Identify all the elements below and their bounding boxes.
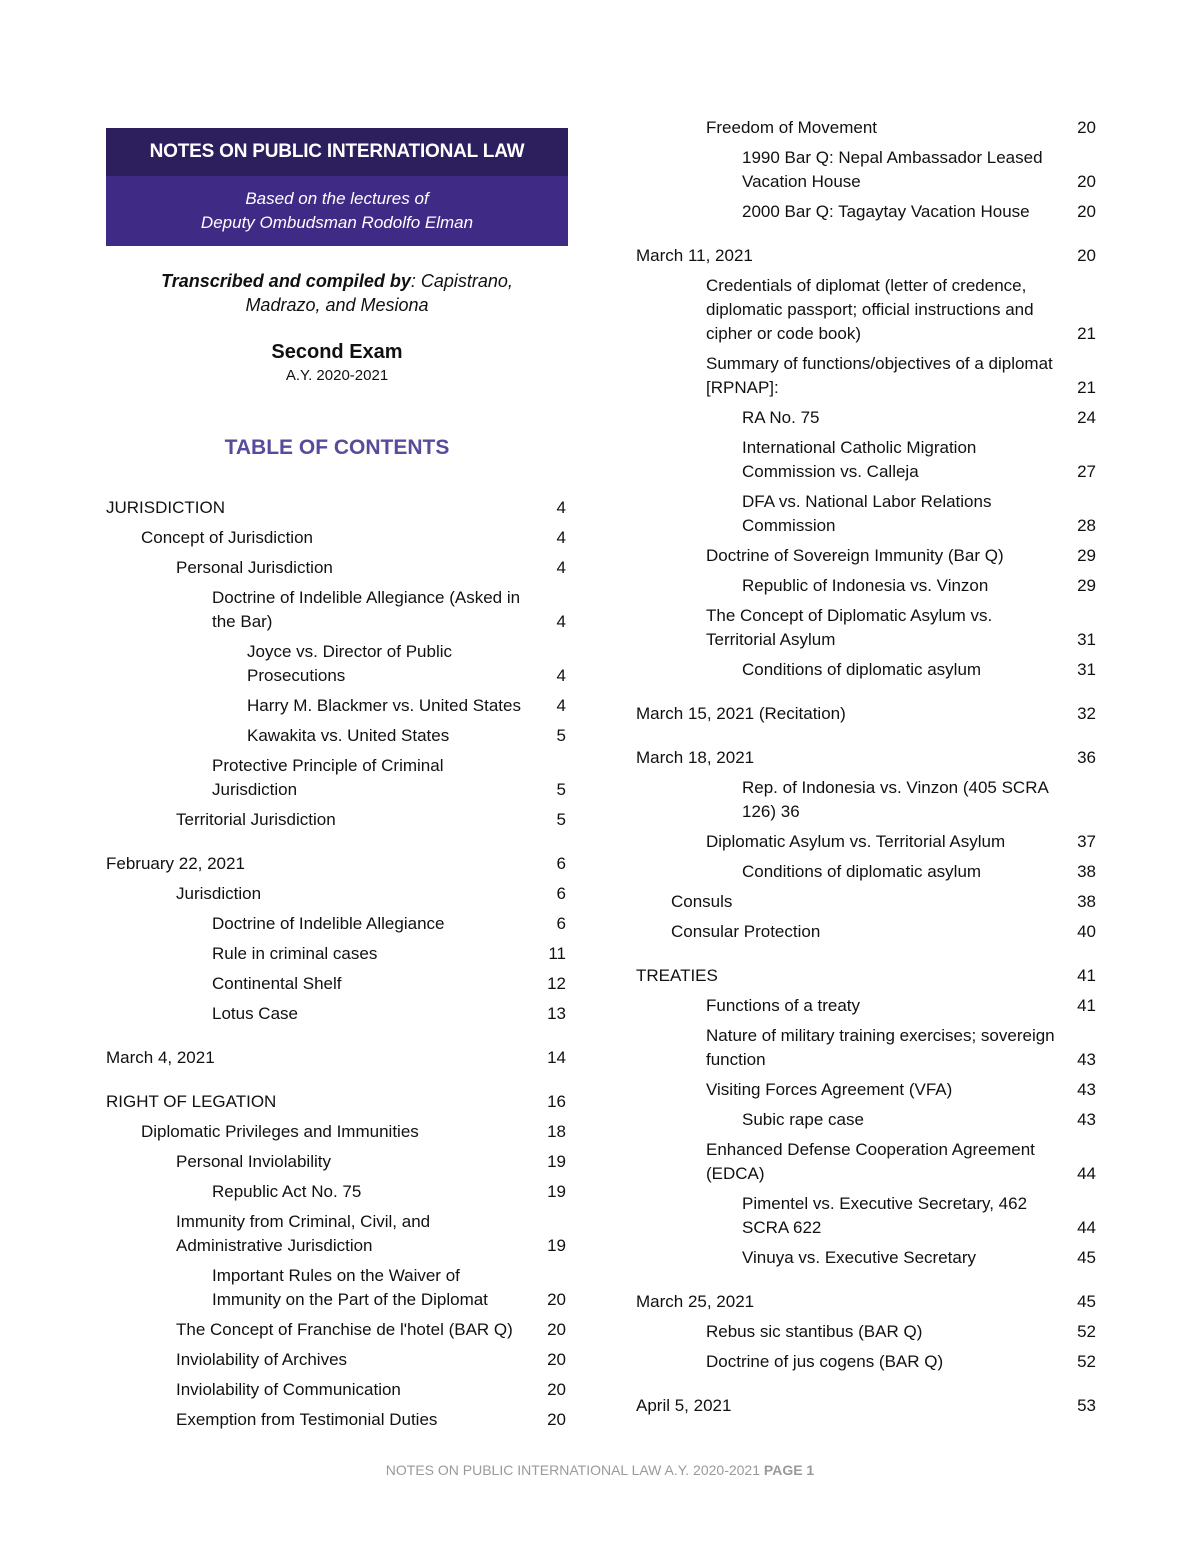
- toc-entry[interactable]: [636, 349, 1096, 403]
- toc-entry[interactable]: [106, 751, 566, 805]
- toc-entry-title: March 18, 2021: [636, 748, 755, 767]
- toc-entry-page: 18: [547, 1122, 566, 1141]
- toc-entry-title: Doctrine of Indelible Allegiance: [212, 914, 445, 933]
- toc-entry-page: 11: [548, 944, 566, 963]
- toc-entry[interactable]: [106, 493, 566, 523]
- toc-entry-page: 37: [1077, 832, 1096, 851]
- toc-entry-page: 5: [556, 780, 566, 799]
- toc-entry-title: DFA vs. National Labor Relations Commission: [742, 492, 992, 535]
- toc-entry-title: Pimentel vs. Executive Secretary, 462 SCRA 622: [742, 1194, 1028, 1237]
- toc-entry[interactable]: [636, 541, 1096, 571]
- toc-entry-page: 43: [1077, 1110, 1096, 1129]
- subtitle-line-1: Based on the lectures of: [245, 189, 429, 208]
- toc-entry-title: Doctrine of jus cogens (BAR Q): [706, 1352, 944, 1371]
- toc-entry[interactable]: [106, 1345, 566, 1375]
- toc-entry-page: 4: [556, 498, 566, 517]
- toc-entry[interactable]: [636, 1075, 1096, 1105]
- toc-entry[interactable]: [636, 827, 1096, 857]
- toc-entry-page: 44: [1077, 1164, 1096, 1183]
- toc-entry-title: RA No. 75: [742, 408, 820, 427]
- toc-entry[interactable]: [636, 699, 1096, 729]
- toc-entry-title: The Concept of Franchise de l'hotel (BAR Q): [176, 1320, 513, 1339]
- toc-entry[interactable]: [106, 1375, 566, 1405]
- toc-entry-title: Subic rape case: [742, 1110, 864, 1129]
- toc-entry[interactable]: [106, 523, 566, 553]
- toc-entry-page: 41: [1077, 996, 1096, 1015]
- toc-entry-title: Rule in criminal cases: [212, 944, 378, 963]
- toc-entry[interactable]: [106, 879, 566, 909]
- toc-entry-title: Visiting Forces Agreement (VFA): [706, 1080, 953, 1099]
- toc-entry-page: 20: [547, 1410, 566, 1429]
- toc-entry-title: Conditions of diplomatic asylum: [742, 660, 982, 679]
- toc-entry[interactable]: [106, 637, 566, 691]
- toc-entry[interactable]: [636, 857, 1096, 887]
- toc-entry-title: Inviolability of Archives: [176, 1350, 348, 1369]
- toc-entry[interactable]: [636, 743, 1096, 773]
- toc-entry-title: Diplomatic Asylum vs. Territorial Asylum: [706, 832, 1006, 851]
- footer-page-number: PAGE 1: [763, 1462, 815, 1478]
- toc-entry-page: 24: [1077, 408, 1096, 427]
- toc-entry-title: Lotus Case: [212, 1004, 298, 1023]
- toc-entry-title: 2000 Bar Q: Tagaytay Vacation House: [742, 202, 1030, 221]
- toc-entry[interactable]: [106, 1261, 566, 1315]
- toc-entry-page: 19: [547, 1236, 566, 1255]
- toc-entry-title: Republic Act No. 75: [212, 1182, 362, 1201]
- toc-entry[interactable]: [636, 655, 1096, 685]
- toc-entry[interactable]: [636, 571, 1096, 601]
- toc-left-column: [106, 493, 566, 1435]
- toc-entry-page: 14: [547, 1048, 566, 1067]
- toc-entry[interactable]: [636, 1021, 1096, 1075]
- toc-entry-title: Concept of Jurisdiction: [141, 528, 313, 547]
- exam-info: [106, 339, 568, 387]
- academic-year: A.Y. 2020-2021: [285, 367, 389, 384]
- subtitle-line-2: Deputy Ombudsman Rodolfo Elman: [200, 213, 474, 232]
- toc-entry-title: Personal Jurisdiction: [176, 558, 333, 577]
- toc-entry-page: 19: [547, 1182, 566, 1201]
- page-footer: [0, 1462, 1200, 1478]
- toc-entry-title: Doctrine of Sovereign Immunity (Bar Q): [706, 546, 1004, 565]
- toc-entry[interactable]: [636, 917, 1096, 947]
- credits-lead: Transcribed and compiled by: [161, 271, 411, 291]
- toc-entry-page: 20: [1077, 202, 1096, 221]
- toc-entry[interactable]: [636, 1135, 1096, 1189]
- toc-entry-title: Personal Inviolability: [176, 1152, 331, 1171]
- toc-entry-title: March 4, 2021: [106, 1048, 215, 1067]
- toc-entry-page: 44: [1077, 1218, 1096, 1237]
- toc-entry[interactable]: [106, 1177, 566, 1207]
- toc-entry-page: 21: [1077, 378, 1096, 397]
- toc-entry[interactable]: [636, 487, 1096, 541]
- toc-entry-page: 28: [1077, 516, 1096, 535]
- lecture-subtitle: [106, 176, 568, 246]
- credits: [106, 269, 568, 317]
- toc-entry-page: 20: [547, 1380, 566, 1399]
- toc-entry-page: 20: [547, 1350, 566, 1369]
- toc-entry[interactable]: [636, 403, 1096, 433]
- toc-entry-title: The Concept of Diplomatic Asylum vs. Territorial Asylum: [706, 606, 993, 649]
- toc-entry-page: 12: [547, 974, 566, 993]
- toc-entry-page: 4: [556, 528, 566, 547]
- toc-entry-page: 19: [547, 1152, 566, 1171]
- toc-entry[interactable]: [636, 433, 1096, 487]
- toc-entry-page: 36: [1077, 748, 1096, 767]
- toc-entry-title: Protective Principle of Criminal Jurisdiction: [212, 756, 444, 799]
- toc-entry-page: 20: [1077, 246, 1096, 265]
- toc-entry[interactable]: [636, 197, 1096, 227]
- toc-entry-title: Continental Shelf: [212, 974, 342, 993]
- toc-entry-title: February 22, 2021: [106, 854, 245, 873]
- toc-entry-page: 32: [1077, 704, 1096, 723]
- toc-entry-title: Freedom of Movement: [706, 118, 878, 137]
- toc-entry-title: Enhanced Defense Cooperation Agreement (EDCA): [706, 1140, 1035, 1183]
- toc-entry[interactable]: [106, 909, 566, 939]
- toc-entry[interactable]: [106, 1117, 566, 1147]
- toc-entry-title: Rebus sic stantibus (BAR Q): [706, 1322, 923, 1341]
- toc-entry-title: JURISDICTION: [106, 498, 225, 517]
- toc-entry-title: Consular Protection: [671, 922, 821, 941]
- credits-names-2: Madrazo, and Mesiona: [245, 295, 429, 315]
- toc-entry-page: 13: [547, 1004, 566, 1023]
- toc-entry-title: Jurisdiction: [176, 884, 262, 903]
- toc-entry-page: 20: [1077, 172, 1096, 191]
- credits-names-1: : Capistrano,: [410, 271, 513, 291]
- toc-entry[interactable]: [636, 1105, 1096, 1135]
- toc-entry-page: 4: [556, 666, 566, 685]
- toc-entry-page: 52: [1077, 1322, 1096, 1341]
- toc-entry-title: 1990 Bar Q: Nepal Ambassador Leased Vacation House: [742, 148, 1043, 191]
- toc-entry[interactable]: [106, 721, 566, 751]
- toc-entry-page: 4: [556, 696, 566, 715]
- toc-entry-title: Territorial Jurisdiction: [176, 810, 336, 829]
- toc-entry-title: Conditions of diplomatic asylum: [742, 862, 982, 881]
- toc-heading: TABLE OF CONTENTS: [224, 436, 450, 459]
- toc-entry-title: Rep. of Indonesia vs. Vinzon (405 SCRA 126) 36: [742, 778, 1048, 821]
- toc-entry[interactable]: [636, 1391, 1096, 1421]
- toc-entry-page: 4: [556, 612, 566, 631]
- toc-entry-page: 31: [1077, 660, 1096, 679]
- toc-entry-title: Consuls: [671, 892, 733, 911]
- toc-entry[interactable]: [106, 849, 566, 879]
- toc-entry-page: 38: [1077, 892, 1096, 911]
- toc-entry-title: Credentials of diplomat (letter of credence, diplomatic passport; official instructions and cipher or code book): [706, 276, 1034, 343]
- toc-entry-page: 16: [547, 1092, 566, 1111]
- toc-entry-page: 20: [547, 1320, 566, 1339]
- toc-entry[interactable]: [636, 113, 1096, 143]
- toc-entry[interactable]: [636, 1189, 1096, 1243]
- toc-entry[interactable]: [636, 143, 1096, 197]
- toc-entry[interactable]: [106, 1147, 566, 1177]
- toc-entry[interactable]: [106, 1087, 566, 1117]
- toc-entry-page: 21: [1077, 324, 1096, 343]
- toc-entry[interactable]: [106, 969, 566, 999]
- toc-entry[interactable]: [106, 1315, 566, 1345]
- toc-entry-page: 40: [1077, 922, 1096, 941]
- toc-entry-title: RIGHT OF LEGATION: [106, 1092, 277, 1111]
- toc-entry-title: Important Rules on the Waiver of Immunity on the Part of the Diplomat: [212, 1266, 488, 1309]
- toc-entry[interactable]: [636, 271, 1096, 349]
- toc-entry[interactable]: [636, 1347, 1096, 1377]
- toc-entry-page: 45: [1077, 1248, 1096, 1267]
- toc-entry[interactable]: [636, 1287, 1096, 1317]
- toc-entry-title: Diplomatic Privileges and Immunities: [141, 1122, 419, 1141]
- toc-entry-page: 5: [556, 726, 566, 745]
- toc-entry[interactable]: [106, 553, 566, 583]
- toc-entry-title: Doctrine of Indelible Allegiance (Asked in the Bar): [212, 588, 521, 631]
- toc-entry-page: 38: [1077, 862, 1096, 881]
- title-banner: [106, 128, 568, 246]
- toc-entry-page: 43: [1077, 1050, 1096, 1069]
- footer-text: NOTES ON PUBLIC INTERNATIONAL LAW A.Y. 2020-2021: [385, 1462, 761, 1478]
- toc-entry-title: Republic of Indonesia vs. Vinzon: [742, 576, 989, 595]
- exam-title: Second Exam: [271, 341, 403, 363]
- toc-entry-page: 53: [1077, 1396, 1096, 1415]
- toc-entry-title: Immunity from Criminal, Civil, and Administrative Jurisdiction: [176, 1212, 431, 1255]
- toc-entry[interactable]: [636, 1317, 1096, 1347]
- toc-entry[interactable]: [106, 1405, 566, 1435]
- toc-entry-title: April 5, 2021: [636, 1396, 732, 1415]
- toc-entry-page: 5: [556, 810, 566, 829]
- toc-entry-page: 52: [1077, 1352, 1096, 1371]
- toc-entry[interactable]: [106, 939, 566, 969]
- toc-entry[interactable]: [106, 583, 566, 637]
- toc-entry-title: Functions of a treaty: [706, 996, 861, 1015]
- toc-entry[interactable]: [636, 991, 1096, 1021]
- toc-entry-page: 43: [1077, 1080, 1096, 1099]
- toc-entry-title: Harry M. Blackmer vs. United States: [247, 696, 521, 715]
- toc-entry-title: Vinuya vs. Executive Secretary: [742, 1248, 977, 1267]
- toc-entry-page: 20: [1077, 118, 1096, 137]
- toc-entry-title: TREATIES: [636, 966, 718, 985]
- toc-entry-page: 29: [1077, 546, 1096, 565]
- toc-entry[interactable]: [636, 241, 1096, 271]
- toc-entry-title: March 15, 2021 (Recitation): [636, 704, 846, 723]
- toc-entry-title: March 11, 2021: [636, 246, 753, 265]
- toc-entry[interactable]: [636, 1243, 1096, 1273]
- toc-entry-page: 6: [556, 884, 566, 903]
- toc-right-column: [636, 113, 1096, 1421]
- toc-entry-page: 31: [1077, 630, 1096, 649]
- toc-entry-title: Joyce vs. Director of Public Prosecutions: [247, 642, 453, 685]
- toc-entry-page: 4: [556, 558, 566, 577]
- toc-entry[interactable]: [636, 601, 1096, 655]
- toc-entry-title: Summary of functions/objectives of a diplomat [RPNAP]:: [706, 354, 1053, 397]
- toc-entry[interactable]: [636, 887, 1096, 917]
- document-title: NOTES ON PUBLIC INTERNATIONAL LAW: [106, 128, 568, 176]
- toc-entry-title: Inviolability of Communication: [176, 1380, 401, 1399]
- toc-entry-title: Nature of military training exercises; sovereign function: [706, 1026, 1055, 1069]
- toc-entry-title: March 25, 2021: [636, 1292, 755, 1311]
- toc-entry-page: 27: [1077, 462, 1096, 481]
- toc-entry-title: Kawakita vs. United States: [247, 726, 450, 745]
- toc-entry[interactable]: [636, 773, 1096, 827]
- toc-entry-title: Exemption from Testimonial Duties: [176, 1410, 438, 1429]
- toc-entry-page: 6: [556, 914, 566, 933]
- toc-entry-page: 41: [1077, 966, 1096, 985]
- toc-entry-page: 20: [547, 1290, 566, 1309]
- toc-entry[interactable]: [106, 805, 566, 835]
- toc-entry[interactable]: [636, 961, 1096, 991]
- toc-entry-page: 45: [1077, 1292, 1096, 1311]
- toc-entry[interactable]: [106, 1207, 566, 1261]
- toc-entry[interactable]: [106, 691, 566, 721]
- toc-entry-page: 29: [1077, 576, 1096, 595]
- toc-entry[interactable]: [106, 1043, 566, 1073]
- toc-entry-title: International Catholic Migration Commission vs. Calleja: [742, 438, 977, 481]
- toc-entry-page: 6: [556, 854, 566, 873]
- toc-entry[interactable]: [106, 999, 566, 1029]
